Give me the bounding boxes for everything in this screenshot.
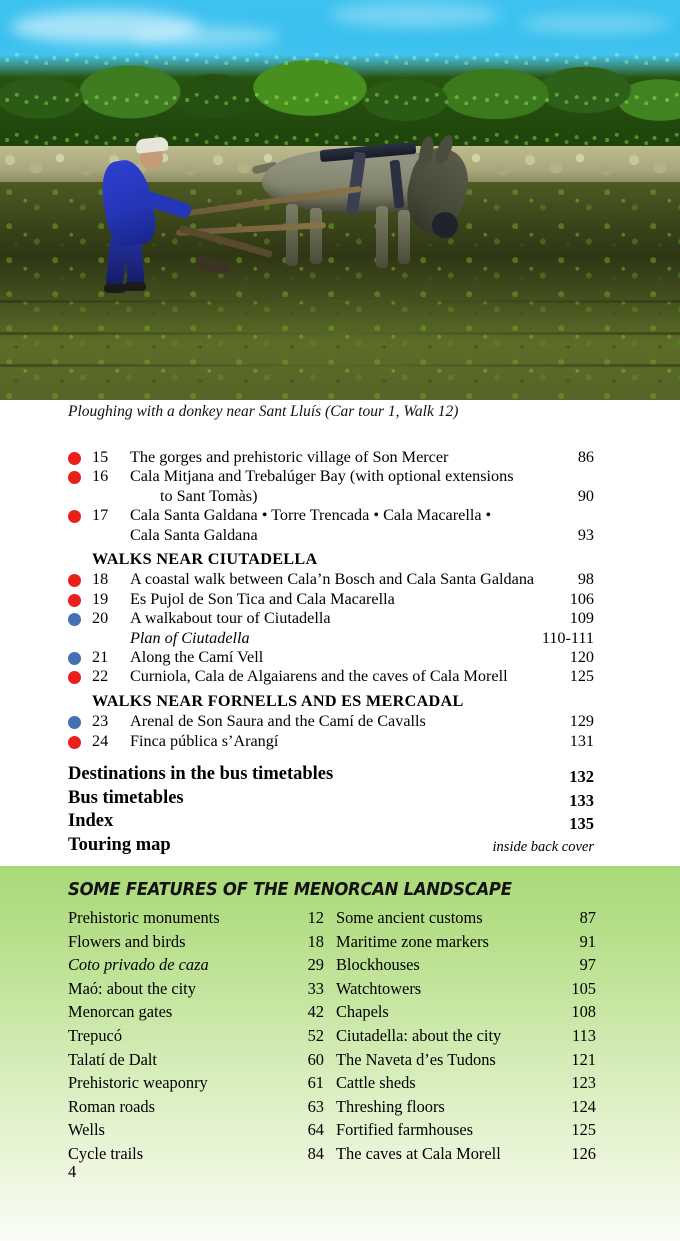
toc-item-title: A walkabout tour of Ciutadella bbox=[130, 609, 331, 628]
table-of-contents bbox=[0, 448, 680, 857]
feature-left-page: 60 bbox=[307, 1049, 324, 1069]
feature-left-page: 29 bbox=[307, 955, 324, 975]
toc-item-title: Es Pujol de Son Tica and Cala Macarella bbox=[130, 589, 395, 608]
toc-item-title: Cala Santa Galdana • Torre Trencada • Cala Macarella • bbox=[130, 506, 492, 525]
feature-right-page: 105 bbox=[571, 978, 596, 998]
toc-item-number: 22 bbox=[92, 667, 109, 686]
toc-item-title: to Sant Tomàs) bbox=[160, 486, 258, 505]
feature-row[interactable] bbox=[0, 930, 680, 954]
backmatter-title: Bus timetables bbox=[68, 787, 184, 808]
feature-left-page: 42 bbox=[307, 1002, 324, 1022]
feature-right-label: Cattle sheds bbox=[336, 1073, 416, 1093]
feature-right-label: Chapels bbox=[336, 1002, 389, 1022]
backmatter-title: Touring map bbox=[68, 834, 171, 855]
toc-row[interactable] bbox=[0, 506, 680, 525]
toc-item-title: A coastal walk between Cala’n Bosch and Cala Santa Galdana bbox=[130, 570, 535, 589]
feature-right-page: 123 bbox=[571, 1073, 596, 1093]
feature-left-page: 12 bbox=[307, 908, 324, 927]
toc-row[interactable] bbox=[0, 712, 680, 731]
toc-item-title: Along the Camí Vell bbox=[130, 648, 264, 667]
feature-right-label: Some ancient customs bbox=[336, 908, 483, 927]
toc-item-number: 21 bbox=[92, 648, 109, 667]
feature-left-page: 84 bbox=[307, 1143, 324, 1163]
feature-row[interactable] bbox=[0, 1071, 680, 1095]
feature-row[interactable] bbox=[0, 906, 680, 930]
feature-row[interactable] bbox=[0, 953, 680, 977]
toc-item-number: 15 bbox=[92, 448, 109, 466]
cloud bbox=[330, 2, 500, 28]
feature-left-label: Trepucó bbox=[68, 1025, 123, 1045]
feature-right-label: The caves at Cala Morell bbox=[336, 1143, 501, 1163]
backmatter-title: Destinations in the bus timetables bbox=[68, 764, 334, 785]
toc-item-title: Cala Santa Galdana bbox=[130, 525, 258, 544]
toc-item-number: 17 bbox=[92, 506, 109, 525]
toc-item-page: 86 bbox=[577, 448, 594, 466]
backmatter-page: 133 bbox=[569, 790, 594, 810]
toc-item-title: Cala Mitjana and Trebalúger Bay (with optional extensions bbox=[130, 467, 514, 486]
toc-row[interactable] bbox=[0, 570, 680, 589]
donkey-leg bbox=[398, 210, 410, 264]
toc-item-page: 120 bbox=[569, 648, 594, 667]
toc-item-page: 129 bbox=[569, 712, 594, 731]
toc-item-page: 93 bbox=[577, 525, 594, 544]
toc-item-number: 19 bbox=[92, 589, 109, 608]
toc-item-number: 18 bbox=[92, 570, 109, 589]
furrow bbox=[0, 364, 680, 367]
feature-right-page: 126 bbox=[571, 1143, 596, 1163]
toc-row[interactable] bbox=[0, 629, 680, 648]
backmatter-page: 132 bbox=[569, 767, 594, 787]
toc-row[interactable] bbox=[0, 487, 680, 506]
farmer-shoe bbox=[104, 284, 126, 293]
toc-item-title: The gorges and prehistoric village of Son Mercer bbox=[130, 448, 449, 466]
feature-left-page: 64 bbox=[307, 1120, 324, 1140]
toc-item-number: 16 bbox=[92, 467, 109, 486]
toc-item-number: 24 bbox=[92, 731, 109, 750]
feature-row[interactable] bbox=[0, 1142, 680, 1166]
donkey-muzzle bbox=[432, 212, 458, 238]
feature-right-page: 97 bbox=[579, 955, 596, 975]
feature-right-page: 113 bbox=[572, 1025, 596, 1045]
backmatter-page: 135 bbox=[569, 814, 594, 834]
feature-right-page: 108 bbox=[571, 1002, 596, 1022]
donkey-leg bbox=[286, 204, 298, 266]
backmatter-row[interactable] bbox=[0, 810, 680, 834]
feature-left-label: Maó: about the city bbox=[68, 978, 196, 998]
toc-item-page: 131 bbox=[569, 731, 594, 750]
feature-row[interactable] bbox=[0, 977, 680, 1001]
toc-row[interactable] bbox=[0, 732, 680, 751]
walk-bullet-blue-icon bbox=[68, 652, 81, 665]
feature-right-label: Threshing floors bbox=[336, 1096, 445, 1116]
feature-left-label: Prehistoric weaponry bbox=[68, 1073, 208, 1093]
toc-item-page: 109 bbox=[569, 609, 594, 628]
toc-item-title: Plan of Ciutadella bbox=[130, 628, 250, 647]
feature-left-page: 63 bbox=[307, 1096, 324, 1116]
feature-right-page: 125 bbox=[571, 1120, 596, 1140]
feature-right-label: Blockhouses bbox=[336, 955, 420, 975]
feature-right-page: 87 bbox=[579, 908, 596, 927]
toc-row[interactable] bbox=[0, 467, 680, 486]
feature-right-label: Maritime zone markers bbox=[336, 931, 489, 951]
feature-left-label: Talatí de Dalt bbox=[68, 1049, 157, 1069]
donkey-leg bbox=[310, 208, 322, 264]
feature-left-label: Flowers and birds bbox=[68, 931, 186, 951]
toc-item-page: 90 bbox=[577, 486, 594, 505]
furrow bbox=[0, 332, 680, 335]
photo-ploughing-with-donkey bbox=[0, 0, 680, 400]
feature-right-label: Fortified farmhouses bbox=[336, 1120, 474, 1140]
field-texture bbox=[0, 182, 680, 400]
toc-item-title: Curniola, Cala de Algaiarens and the caves of Cala Morell bbox=[130, 667, 508, 686]
feature-right-label: Watchtowers bbox=[336, 978, 422, 998]
toc-item-page: 98 bbox=[577, 570, 594, 589]
photo-caption: Ploughing with a donkey near Sant Lluís (Car tour 1, Walk 12) bbox=[68, 403, 459, 420]
page-folio: 4 bbox=[68, 1162, 77, 1181]
toc-item-number: 20 bbox=[92, 609, 109, 628]
features-panel bbox=[0, 866, 680, 1241]
toc-item-page: 106 bbox=[569, 589, 594, 608]
backmatter-row[interactable] bbox=[0, 787, 680, 811]
feature-left-label: Cycle trails bbox=[68, 1143, 144, 1163]
toc-row[interactable] bbox=[0, 590, 680, 609]
features-list bbox=[0, 906, 680, 1166]
features-panel-heading: SOME FEATURES OF THE MENORCAN LANDSCAPE bbox=[68, 880, 512, 900]
feature-left-label: Wells bbox=[68, 1120, 105, 1140]
feature-right-page: 124 bbox=[571, 1096, 596, 1116]
toc-row[interactable] bbox=[0, 448, 680, 467]
feature-left-label: Prehistoric monuments bbox=[68, 908, 220, 927]
feature-left-label: Roman roads bbox=[68, 1096, 155, 1116]
feature-right-page: 121 bbox=[571, 1049, 596, 1069]
feature-left-page: 52 bbox=[307, 1025, 324, 1045]
toc-row[interactable] bbox=[0, 526, 680, 545]
toc-section-heading: WALKS NEAR CIUTADELLA bbox=[92, 550, 318, 569]
toc-row[interactable] bbox=[0, 667, 680, 686]
toc-row[interactable] bbox=[0, 609, 680, 628]
backmatter-row[interactable] bbox=[0, 834, 680, 858]
toc-section-heading: WALKS NEAR FORNELLS AND ES MERCADAL bbox=[92, 691, 464, 710]
feature-left-page: 18 bbox=[307, 931, 324, 951]
toc-item-page: 125 bbox=[569, 667, 594, 686]
furrow bbox=[0, 300, 680, 303]
feature-row[interactable] bbox=[0, 1000, 680, 1024]
feature-row[interactable] bbox=[0, 1095, 680, 1119]
feature-left-page: 33 bbox=[307, 978, 324, 998]
toc-item-title: Finca pública s’Arangí bbox=[130, 731, 279, 750]
feature-row[interactable] bbox=[0, 1024, 680, 1048]
treeline-texture bbox=[0, 38, 680, 156]
walk-bullet-red-icon bbox=[68, 736, 81, 749]
feature-left-page: 61 bbox=[307, 1073, 324, 1093]
toc-row[interactable] bbox=[0, 648, 680, 667]
toc-item-number: 23 bbox=[92, 712, 109, 731]
backmatter-row[interactable] bbox=[0, 763, 680, 787]
backmatter-list bbox=[0, 763, 680, 857]
backmatter-title: Index bbox=[68, 811, 114, 832]
feature-right-page: 91 bbox=[579, 931, 596, 951]
walk-bullet-red-icon bbox=[68, 594, 81, 607]
feature-left-label: Coto privado de caza bbox=[68, 955, 209, 975]
walk-bullet-red-icon bbox=[68, 452, 81, 465]
toc-item-title: Arenal de Son Saura and the Camí de Cavalls bbox=[130, 712, 426, 731]
farmer-shoe bbox=[124, 282, 146, 291]
feature-right-label: The Naveta d’es Tudons bbox=[336, 1049, 496, 1069]
donkey-leg bbox=[376, 206, 388, 268]
feature-row[interactable] bbox=[0, 1118, 680, 1142]
toc-item-page: 110-111 bbox=[541, 628, 594, 647]
feature-left-label: Menorcan gates bbox=[68, 1002, 173, 1022]
cloud bbox=[520, 14, 670, 34]
backmatter-page: inside back cover bbox=[492, 838, 594, 855]
feature-right-label: Ciutadella: about the city bbox=[336, 1025, 502, 1045]
feature-row[interactable] bbox=[0, 1048, 680, 1072]
